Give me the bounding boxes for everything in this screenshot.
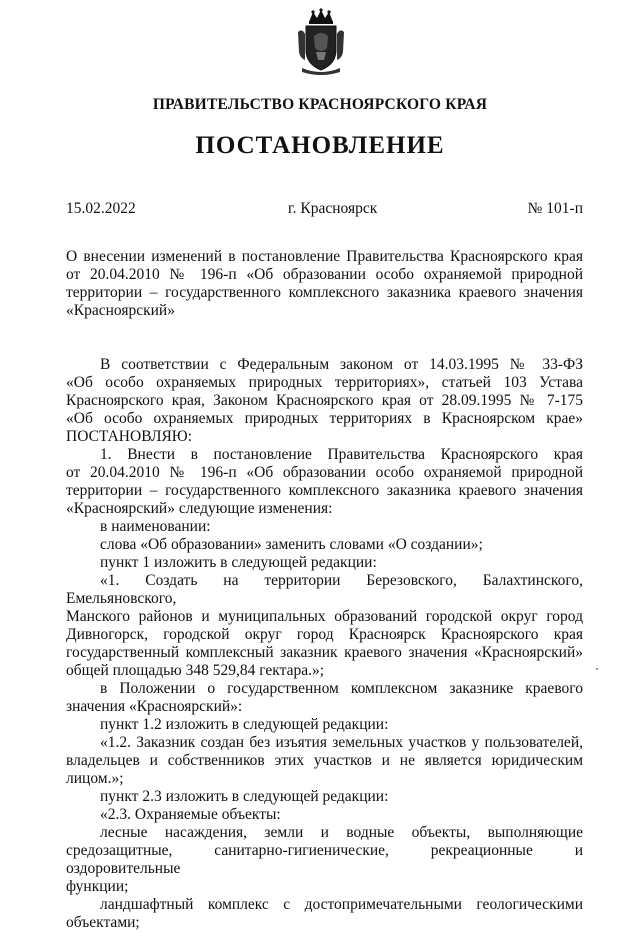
document-body: [66, 356, 583, 932]
body-line: значения «Красноярский»:: [66, 698, 243, 715]
title-line: от 20.04.2010 № 196-п «Об образовании особо охраняемой природной: [66, 266, 583, 283]
document-date: 15.02.2022: [66, 200, 136, 217]
body-line: слова «Об образовании» заменить словами «О создании»;: [100, 536, 483, 553]
body-line: ландшафтный комплекс с достопримечательными геологическими: [100, 896, 583, 913]
document-meta-row: [66, 200, 583, 220]
body-line: объектами;: [66, 914, 140, 931]
body-line: пункт 2.3 изложить в следующей редакции:: [100, 788, 389, 805]
body-line: В соответствии с Федеральным законом от 14.03.1995 № 33-ФЗ: [100, 356, 583, 373]
title-line: О внесении изменений в постановление Правительства Красноярского края: [66, 248, 583, 265]
body-line: ПОСТАНОВЛЯЮ:: [66, 428, 193, 445]
body-line: пункт 1.2 изложить в следующей редакции:: [100, 716, 389, 733]
document-title: [66, 248, 583, 320]
coat-of-arms-icon: [294, 8, 348, 76]
body-line: владельцев и собственников этих участков и не является юридическим лицом.»;: [66, 752, 583, 787]
scan-speck: [596, 668, 598, 670]
title-line: «Красноярский»: [66, 302, 175, 319]
body-line: лесные насаждения, земли и водные объекты, выполняющие: [100, 824, 583, 841]
body-line: средозащитные, санитарно-гигиенические, рекреационные и оздоровительные: [66, 842, 583, 877]
body-line: 1. Внести в постановление Правительства Красноярского края: [100, 446, 583, 463]
body-line: Манского районов и муниципальных образований городской округ город: [66, 608, 583, 625]
body-line: в Положении о государственном комплексном заказнике краевого: [100, 680, 583, 697]
body-line: пункт 1 изложить в следующей редакции:: [100, 554, 377, 571]
title-line: территории – государственного комплексного заказника краевого значения: [66, 284, 583, 301]
organization-name: ПРАВИТЕЛЬСТВО КРАСНОЯРСКОГО КРАЯ: [152, 96, 488, 113]
body-line: «Об особо охраняемых природных территориях в Красноярском крае»: [66, 410, 583, 427]
body-line: «Об особо охраняемых природных территориях», статьей 103 Устава: [66, 374, 583, 391]
body-line: «1. Создать на территории Березовского, Балахтинского, Емельяновского,: [66, 572, 583, 607]
body-line: Дивногорск, городской округ город Красноярск Красноярского края: [66, 626, 583, 643]
body-line: общей площадью 348 529,84 гектара.»;: [66, 662, 325, 679]
document-city: г. Красноярск: [288, 200, 378, 217]
coat-of-arms-emblem-graphic: [294, 8, 348, 76]
body-line: государственный комплексный заказник краевого значения «Красноярский»: [66, 644, 583, 661]
body-line: Красноярского края, Законом Красноярского края от 28.09.1995 № 7-175: [66, 392, 583, 409]
document-content: [66, 248, 583, 932]
document-number: № 101-п: [527, 200, 583, 217]
body-line: функции;: [66, 878, 129, 895]
body-line: «2.3. Охраняемые объекты:: [100, 806, 281, 823]
body-line: «Красноярский» следующие изменения:: [66, 500, 333, 517]
spacer: [66, 320, 583, 356]
body-line: «1.2. Заказник создан без изъятия земельных участков у пользователей,: [100, 734, 583, 751]
document-type: ПОСТАНОВЛЕНИЕ: [195, 132, 445, 159]
body-line: от 20.04.2010 № 196-п «Об образовании особо охраняемой природной: [66, 464, 583, 481]
body-line: в наименовании:: [100, 518, 211, 535]
body-line: территории – государственного комплексного заказника краевого значения: [66, 482, 583, 499]
